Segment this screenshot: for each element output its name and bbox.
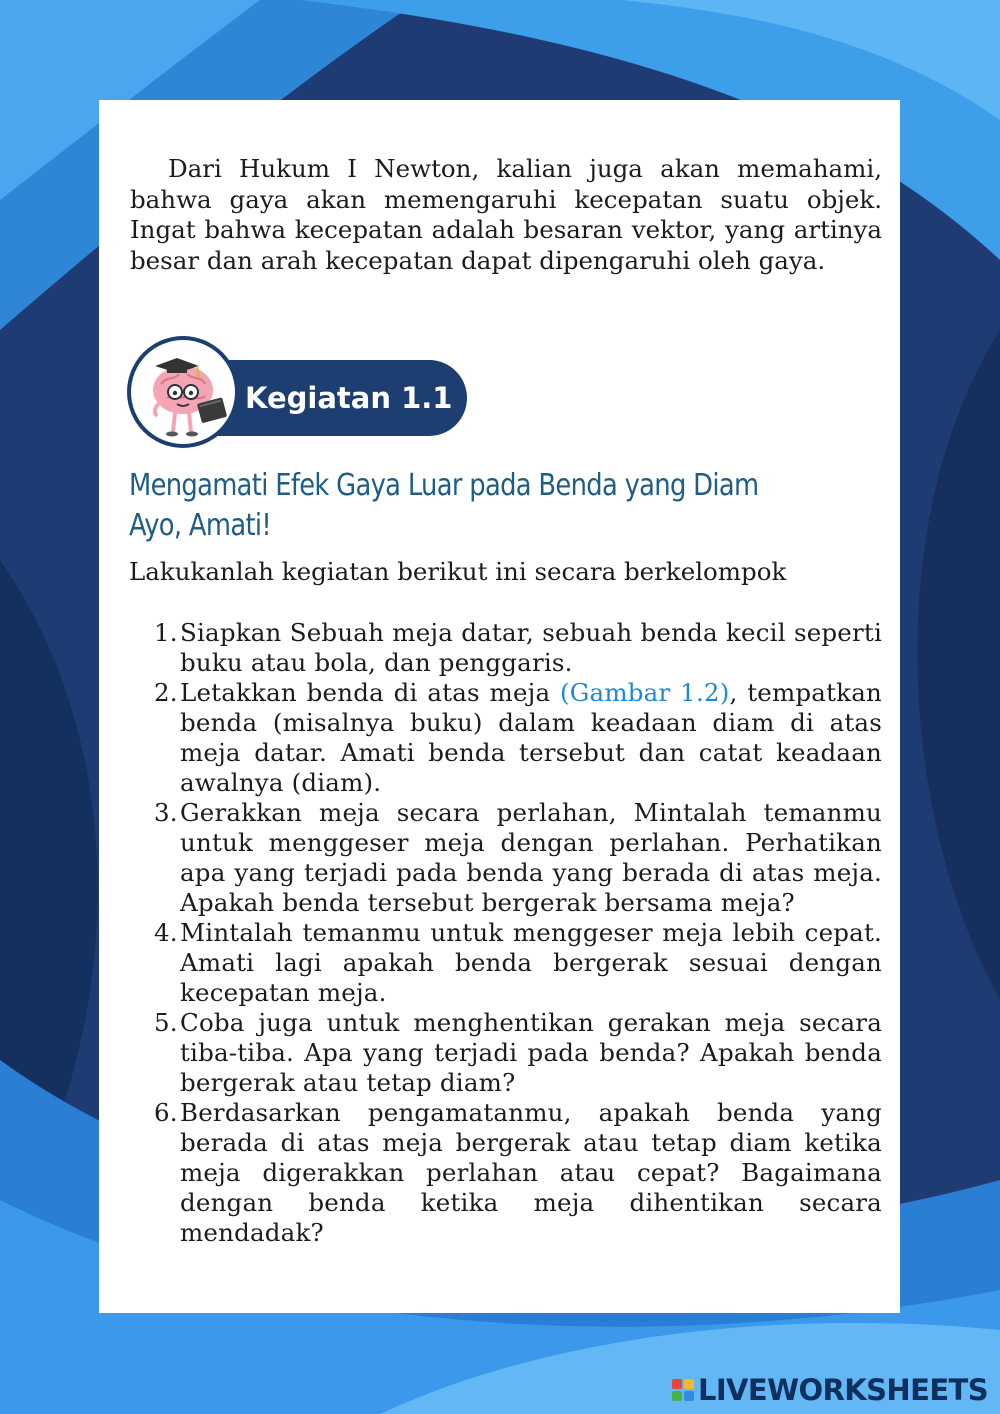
steps-list (154, 618, 882, 1248)
lead-sentence: Lakukanlah kegiatan berikut ini secara berkelompok (129, 557, 787, 586)
list-item: 3. Gerakkan meja secara perlahan, Mintalah temanmu untuk menggeser meja dengan perlahan. Perhatikan apa yang terjadi pada benda yang berada di atas meja. Apakah benda tersebut bergerak bersama meja? (154, 798, 882, 917)
activity-badge (127, 336, 472, 448)
badge-label: Kegiatan 1.1 (245, 381, 453, 415)
list-item: 4. Mintalah temanmu untuk menggeser meja lebih cepat. Amati lagi apakah benda bergerak sesuai dengan kecepatan meja. (154, 918, 882, 1007)
brain-mascot-icon (131, 340, 235, 444)
brand-name: LIVEWORKSHEETS (697, 1373, 988, 1407)
list-item: 1. Siapkan Sebuah meja datar, sebuah benda kecil seperti buku atau bola, dan penggaris. (154, 618, 882, 677)
figure-reference-link[interactable]: (Gambar 1.2) (560, 678, 730, 707)
list-item: 6. Berdasarkan pengamatanmu, apakah benda yang berada di atas meja bergerak atau tetap diam ketika meja digerakkan perlahan atau cepat? Bagaimana dengan benda ketika meja dihentikan secara mendadak? (154, 1098, 882, 1247)
list-item: 5. Coba juga untuk menghentikan gerakan meja secara tiba-tiba. Apa yang terjadi pada benda? Apakah benda bergerak atau tetap diam? (154, 1008, 882, 1097)
activity-heading: Mengamati Efek Gaya Luar pada Benda yang Diam (129, 468, 759, 503)
content-card (99, 100, 900, 1313)
list-item: 2. Letakkan benda di atas meja (Gambar 1.2), tempatkan benda (misalnya buku) dalam keadaan diam di atas meja datar. Amati benda tersebut dan catat keadaan awalnya (diam). (154, 678, 882, 797)
activity-subheading: Ayo, Amati! (129, 508, 272, 543)
liveworksheets-brand[interactable] (672, 1370, 988, 1410)
badge-circle (127, 336, 239, 448)
liveworksheets-logo-icon (672, 1379, 694, 1401)
intro-paragraph: Dari Hukum I Newton, kalian juga akan memahami, bahwa gaya akan memengaruhi kecepatan suatu objek. Ingat bahwa kecepatan adalah besaran vektor, yang artinya besar dan arah kecepatan dapat dipengaruhi oleh gaya. (130, 154, 882, 275)
